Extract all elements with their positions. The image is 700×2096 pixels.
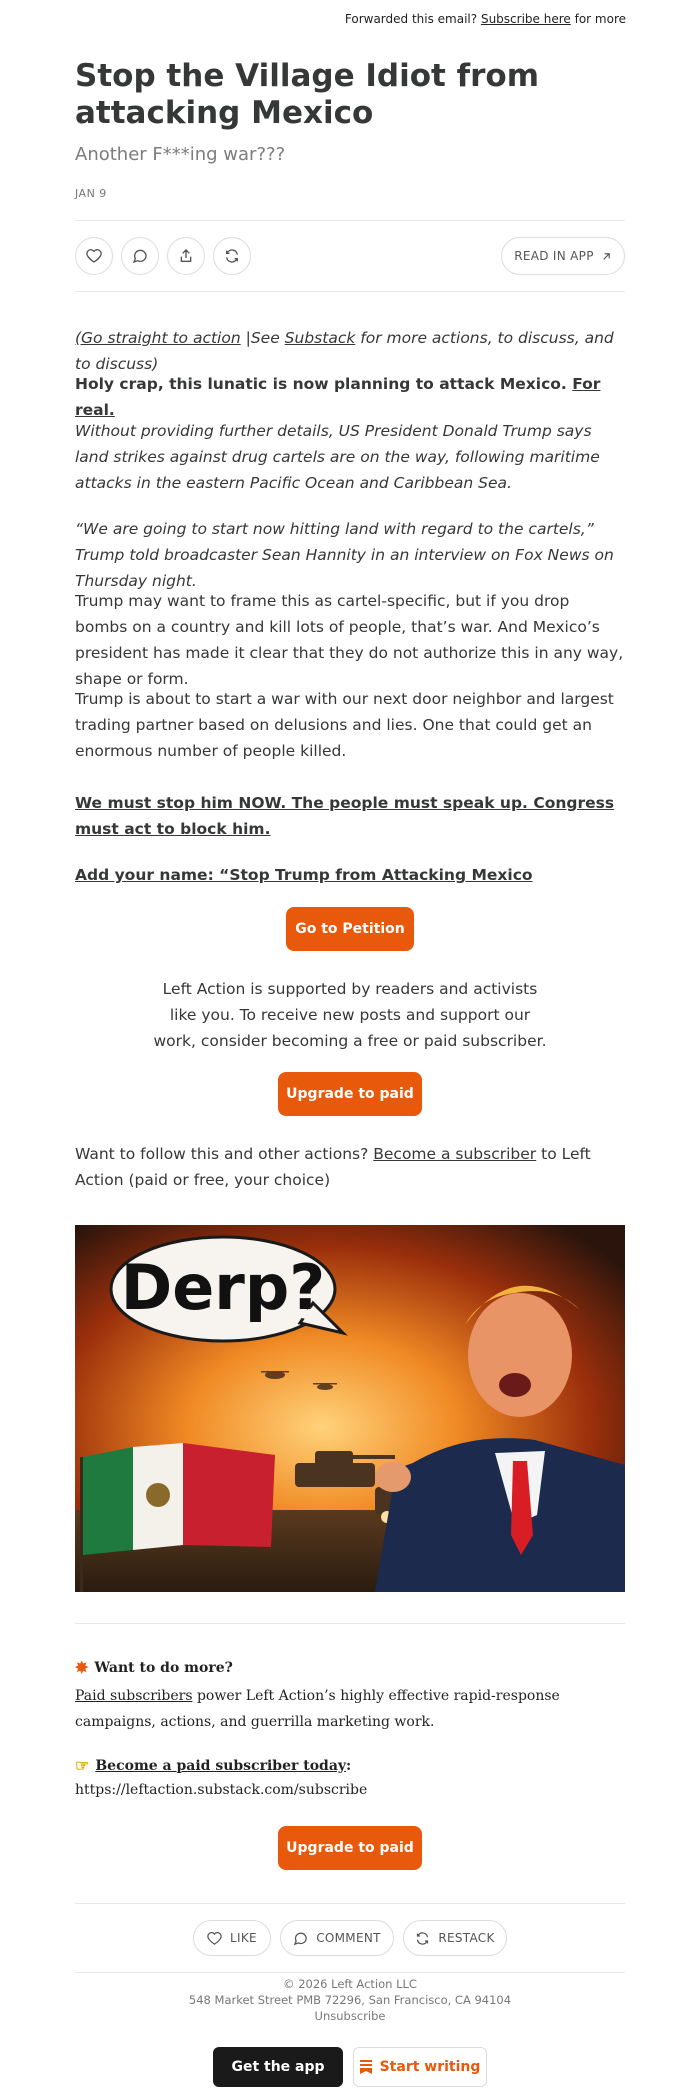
headline-paragraph: Holy crap, this lunatic is now planning to attack Mexico. For real.	[75, 375, 601, 419]
for-real-link[interactable]: For real.	[75, 375, 601, 419]
forward-notice	[345, 12, 626, 26]
read-in-app-label: READ IN APP	[514, 249, 594, 263]
restack-button[interactable]	[213, 237, 251, 275]
substack-logo-icon	[360, 2060, 372, 2074]
divider	[75, 1903, 625, 1904]
divider	[75, 291, 625, 292]
unsubscribe-link[interactable]: Unsubscribe	[314, 2009, 386, 2023]
body-paragraph-1: Trump may want to frame this as cartel-specific, but if you drop bombs on a country and kill lots of people, that’s war. And Mexico’s president has made it clear that they do not authorize this in any way, shape or form.	[75, 592, 624, 688]
share-button[interactable]	[167, 237, 205, 275]
intro-paragraph: (Go straight to action |See Substack for more actions, to discuss, and to discuss)	[75, 329, 614, 373]
support-text: Left Action is supported by readers and activists like you. To receive new posts and support our work, consider becoming a free or paid subscriber.	[153, 980, 547, 1050]
post-title[interactable]: Stop the Village Idiot from attacking Mexico	[75, 58, 540, 131]
share-icon	[178, 248, 194, 264]
restack-icon	[415, 1931, 430, 1946]
start-writing-button[interactable]	[353, 2047, 487, 2087]
forward-suffix: for more	[574, 12, 626, 26]
become-paid-link[interactable]: Become a paid subscriber today	[95, 1757, 347, 1774]
arrow-up-right-icon	[601, 251, 612, 262]
post-image[interactable]	[75, 1225, 625, 1592]
comment-icon	[293, 1931, 308, 1946]
pointing-hand-icon: ☞	[75, 1756, 90, 1775]
restack-pill-button[interactable]	[403, 1920, 507, 1956]
body-paragraph-2: Trump is about to start a war with our next door neighbor and largest trading partner based on delusions and lies. One that could get an enormous number of people killed.	[75, 690, 614, 760]
comment-label: COMMENT	[316, 1931, 381, 1945]
start-writing-label: Start writing	[379, 2059, 481, 2075]
read-in-app-button[interactable]	[501, 237, 625, 275]
upgrade-to-paid-button[interactable]: Upgrade to paid	[278, 1826, 422, 1870]
follow-paragraph: Want to follow this and other actions? Become a subscriber to Left Action (paid or free, your choice)	[75, 1145, 591, 1189]
heart-icon	[207, 1931, 222, 1946]
comment-pill-button[interactable]	[280, 1920, 394, 1956]
want-more-text: Paid subscribers power Left Action’s highly effective rapid-response campaigns, actions, and guerrilla marketing work.	[75, 1688, 560, 1730]
divider	[75, 220, 625, 221]
explosion-icon: ✸	[75, 1658, 89, 1677]
like-label: LIKE	[230, 1931, 257, 1945]
comment-icon	[132, 248, 148, 264]
like-button[interactable]	[75, 237, 113, 275]
footer-address: 548 Market Street PMB 72296, San Francisco, CA 94104	[188, 1993, 512, 2007]
petition-name-link[interactable]: Add your name: “Stop Trump from Attacking Mexico	[75, 866, 533, 884]
become-subscriber-link[interactable]: Become a subscriber	[373, 1145, 537, 1163]
go-to-action-link[interactable]: (Go straight to action	[75, 329, 241, 347]
divider	[75, 1623, 625, 1624]
heart-icon	[86, 248, 102, 264]
post-image-art	[75, 1225, 625, 1592]
restack-icon	[224, 248, 240, 264]
quote-paragraph-1: Without providing further details, US President Donald Trump says land strikes against drug cartels are on the way, following maritime attacks in the eastern Pacific Ocean and Caribbean Sea.	[75, 422, 600, 492]
upgrade-to-paid-button[interactable]: Upgrade to paid	[278, 1072, 422, 1116]
subscribe-here-link[interactable]: Subscribe here	[480, 12, 571, 26]
divider	[75, 1972, 625, 1973]
paid-subscribers-link[interactable]: Paid subscribers	[75, 1688, 193, 1704]
restack-label: RESTACK	[438, 1931, 495, 1945]
speech-bubble-text: Derp?	[120, 1251, 326, 1324]
comment-button[interactable]	[121, 237, 159, 275]
post-subtitle: Another F***ing war???	[75, 144, 286, 165]
post-date: JAN 9	[75, 187, 107, 200]
quote-paragraph-2: “We are going to start now hitting land with regard to the cartels,” Trump told broadcaster Sean Hannity in an interview on Fox News on Thursday night.	[75, 520, 614, 590]
substack-link[interactable]: Substack	[284, 329, 356, 347]
get-the-app-button[interactable]: Get the app	[213, 2047, 343, 2087]
subscribe-url[interactable]: https://leftaction.substack.com/subscribe	[75, 1782, 368, 1798]
footer-copyright: © 2026 Left Action LLC	[283, 1977, 417, 1991]
become-paid-heading: ☞ Become a paid subscriber today :	[75, 1756, 352, 1775]
want-more-heading: ✸ Want to do more?	[75, 1658, 233, 1677]
forward-prefix: Forwarded this email?	[344, 12, 478, 26]
go-to-petition-button[interactable]: Go to Petition	[286, 907, 414, 951]
call-to-action-link[interactable]: We must stop him NOW. The people must speak up. Congress must act to block him.	[75, 794, 615, 838]
like-pill-button[interactable]	[193, 1920, 271, 1956]
speech-bubble	[111, 1237, 343, 1341]
